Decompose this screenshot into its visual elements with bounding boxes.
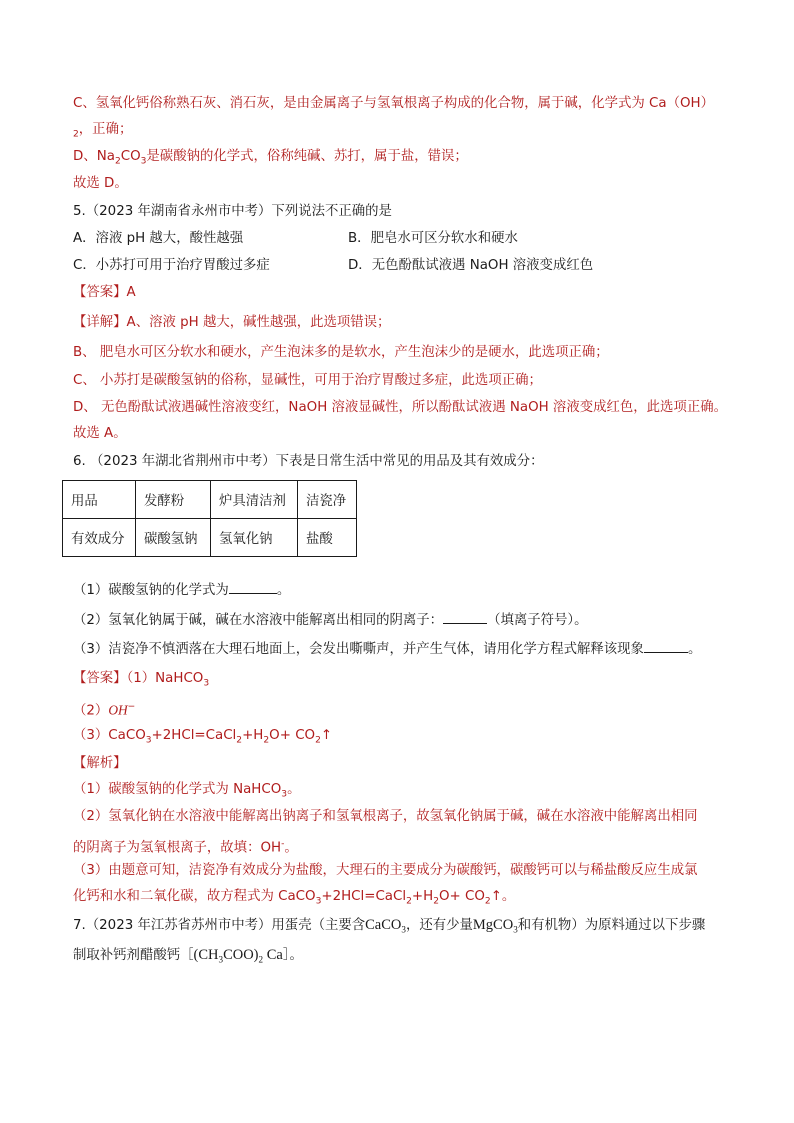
q6-table [62, 480, 357, 557]
q6-analysis-3-line1: （3）由题意可知，洁瓷净有效成分为盐酸，大理石的主要成分为碳酸钙，碳酸钙可以与稀盐酸反应生成氯 [73, 863, 698, 878]
q4-option-c-line1: C、氢氧化钙俗称熟石灰、消石灰，是由金属离子与氢氧根离子构成的化合物，属于碱，化学式为 Ca（OH） [73, 96, 714, 111]
q4-option-c-line2: $_2$，正确； [73, 122, 133, 140]
answer-blank [229, 581, 277, 594]
answer-blank [644, 640, 688, 653]
q6-sub3: （3）洁瓷净不慎洒落在大理石地面上，会发出嘶嘶声，并产生气体，请用化学方程式解释该现象 。 [73, 642, 702, 657]
q6-analysis-3-line2: 化钙和水和二氧化碳，故方程式为 $CaCO_3+2HCl=CaCl_2+H_2O+$ $CO_2↑$。 [73, 889, 516, 907]
q5-detail-d: D、 无色酚酞试液遇碱性溶液变红，NaOH 溶液显碱性，所以酚酞试液遇 NaOH 溶液变成红色，此选项正确。 [73, 400, 728, 415]
q7-line1: 7.（2023 年江苏省苏州市中考）用蛋壳（主要含CaCO$_3$，还有少量MgCO$_3$和有机物）为原料通过以下步骤 [73, 917, 706, 935]
q5-answer: 【答案】A [73, 285, 136, 300]
q5-options-row1 [73, 230, 733, 248]
q5-detail-a: 【详解】A、溶液 pH 越大，碱性越强，此选项错误； [73, 315, 391, 330]
answer-blank [443, 611, 487, 624]
q6-sub1: （1）碳酸氢钠的化学式为 。 [73, 583, 291, 598]
q6-analysis-label: 【解析】 [73, 756, 127, 771]
q5-option-a: A．溶液 pH 越大，酸性越强 [73, 231, 244, 246]
q7-line2: 制取补钙剂醋酸钙$[(CH_3COO)_2$ Ca］。 [73, 947, 303, 965]
table-cell: 盐酸 [298, 519, 357, 557]
q6-answer-1: 【答案】（1）NaHCO$_3$ [73, 671, 210, 689]
table-cell: 发酵粉 [136, 481, 211, 519]
table-row [63, 481, 357, 519]
q5-option-b: B．肥皂水可区分软水和硬水 [348, 231, 518, 246]
q6-analysis-2-line1: （2）氢氧化钠在水溶液中能解离出钠离子和氢氧根离子，故氢氧化钠属于碱，碱在水溶液中能解离出相同 [73, 809, 698, 824]
q5-conclusion: 故选 A。 [73, 426, 127, 441]
q5-detail-c: C、 小苏打是碳酸氢钠的俗称，显碱性，可用于治疗胃酸过多症，此选项正确； [73, 373, 542, 388]
table-cell: 有效成分 [63, 519, 136, 557]
table-cell: 炉具清洁剂 [211, 481, 298, 519]
table-row [63, 519, 357, 557]
q6-stem: 6. （2023 年湖北省荆州市中考）下表是日常生活中常见的用品及其有效成分： [73, 454, 544, 469]
q5-option-c: C．小苏打可用于治疗胃酸过多症 [73, 258, 270, 273]
q6-analysis-2-line2: 的阴离子为氢氧根离子，故填：OH-。 [73, 839, 298, 856]
q5-stem: 5.（2023 年湖南省永州市中考）下列说法不正确的是 [73, 204, 392, 219]
q4-option-d: D、$Na_2CO_3$是碳酸钠的化学式，俗称纯碱、苏打，属于盐，错误； [73, 149, 468, 167]
table-cell: 碳酸氢钠 [136, 519, 211, 557]
q4-conclusion: 故选 D。 [73, 176, 128, 191]
q5-detail-b: B、 肥皂水可区分软水和硬水，产生泡沫多的是软水，产生泡沫少的是硬水，此选项正确； [73, 345, 609, 360]
table-cell: 用品 [63, 481, 136, 519]
q5-options-row2 [73, 257, 733, 275]
q6-analysis-1: （1）碳酸氢钠的化学式为 NaHCO$_3$。 [73, 782, 301, 800]
q6-answer-2: （2）OH− [73, 702, 136, 719]
q5-option-d: D．无色酚酞试液遇 NaOH 溶液变成红色 [348, 258, 594, 273]
q6-answer-3: $(3)CaCO_3+2HCl=CaCl_2+H_2O+$ $CO_2↑$ [73, 728, 333, 746]
table-cell: 洁瓷净 [298, 481, 357, 519]
q6-sub2: （2）氢氧化钠属于碱，碱在水溶液中能解离出相同的阴离子： （填离子符号）。 [73, 613, 588, 628]
table-cell: 氢氧化钠 [211, 519, 298, 557]
